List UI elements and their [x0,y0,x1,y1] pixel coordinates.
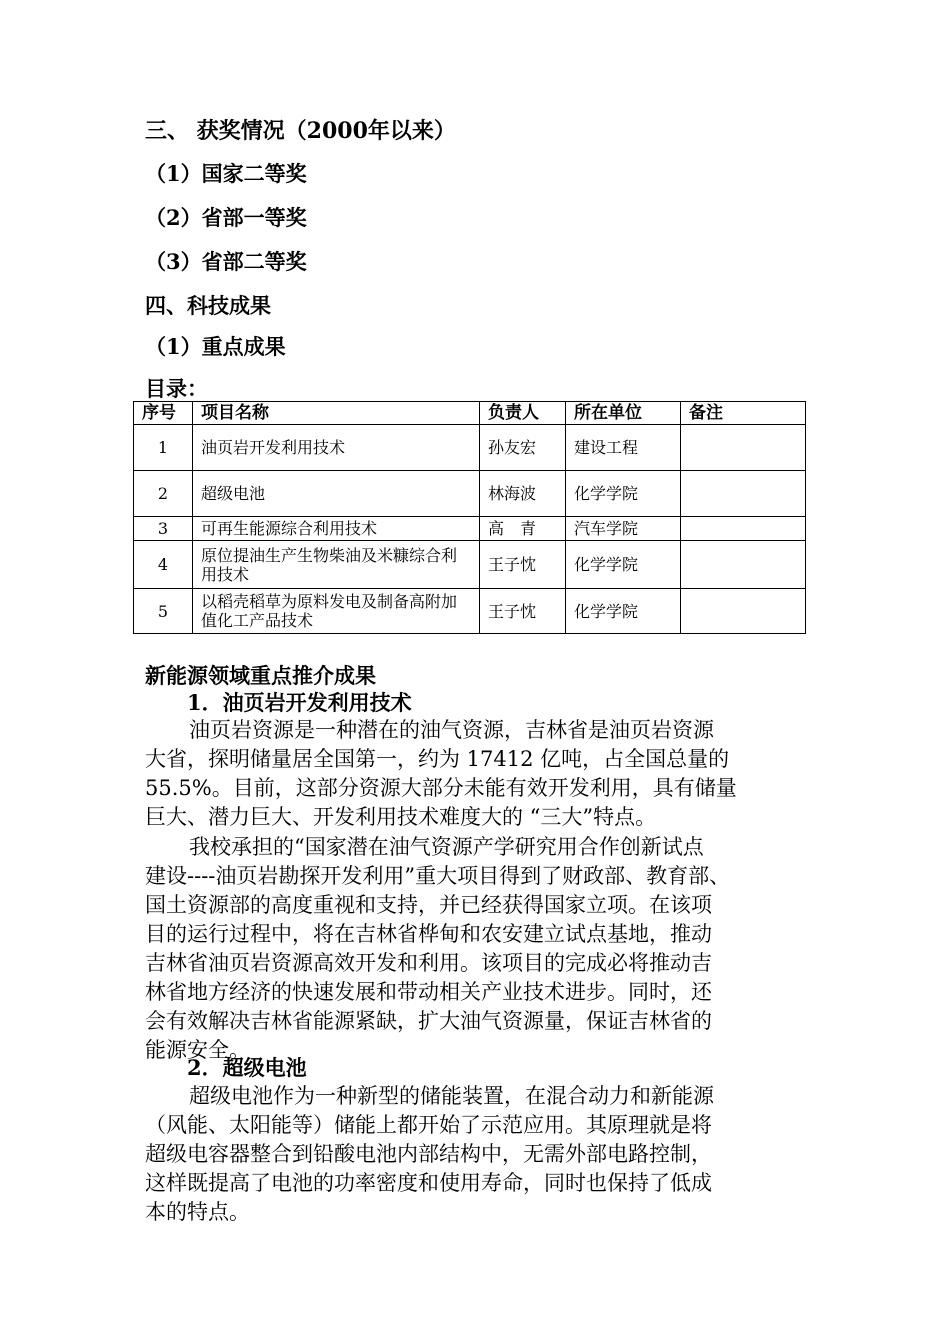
item1-title: 1．油页岩开发利用技术 [187,690,412,715]
cell-name: 以稻壳稻草为原料发电及制备高附加值化工产品技术 [193,589,480,634]
text-line: 55.5%。目前，这部分资源大部分未能有效开发利用，具有储量 [145,776,737,800]
cell-unit: 化学学院 [566,471,681,517]
cell-note [681,541,806,589]
cell-note [681,471,806,517]
results-table [133,401,806,634]
cell-no: 2 [134,471,193,517]
cell-no: 4 [134,541,193,589]
text-line: 林省地方经济的快速发展和带动相关产业技术进步。同时，还 [145,980,712,1004]
table-row [134,589,806,634]
text-line: 目的运行过程中，将在吉林省桦甸和农安建立试点基地，推动 [145,922,712,946]
cell-no: 5 [134,589,193,634]
item1-paragraph-2 [145,833,807,1065]
text-line: 超级电池作为一种新型的储能装置，在混合动力和新能源 [189,1084,714,1108]
col-header: 备注 [681,402,806,425]
directory-label: 目录： [145,376,208,401]
text-line: 这样既提高了电池的功率密度和使用寿命，同时也保持了低成 [145,1171,712,1195]
cell-no: 3 [134,517,193,541]
text-line: 吉林省油页岩资源高效开发和利用。该项目的完成必将推动吉 [145,951,712,975]
cell-owner: 孙友宏 [480,425,566,471]
text-line: 超级电容器整合到铅酸电池内部结构中，无需外部电路控制， [145,1142,712,1166]
cell-unit: 汽车学院 [566,517,681,541]
table-header-row [134,402,806,425]
col-header: 负责人 [480,402,566,425]
text-line: 大省，探明储量居全国第一，约为 17412 亿吨，占全国总量的 [145,747,730,771]
cell-unit: 化学学院 [566,541,681,589]
award-item: （1）国家二等奖 [145,161,307,186]
cell-note [681,589,806,634]
cell-owner: 王子忱 [480,589,566,634]
cell-name: 超级电池 [193,471,480,517]
text-line: 建设----油页岩勘探开发利用”重大项目得到了财政部、教育部、 [145,864,731,888]
col-header: 序号 [134,402,193,425]
award-item: （2）省部一等奖 [145,205,307,230]
awards-heading: 三、 获奖情况（2000年以来） [145,118,456,144]
award-item: （3）省部二等奖 [145,249,307,274]
text-line: （风能、太阳能等）储能上都开始了示范应用。其原理就是将 [145,1113,712,1137]
key-results-heading: （1）重点成果 [145,334,286,359]
cell-unit: 建设工程 [566,425,681,471]
cell-name: 油页岩开发利用技术 [193,425,480,471]
item2-paragraph-1 [145,1082,807,1227]
cell-owner: 林海波 [480,471,566,517]
tech-heading: 四、科技成果 [145,293,271,318]
cell-owner: 王子忱 [480,541,566,589]
col-header: 所在单位 [566,402,681,425]
item2-title: 2．超级电池 [187,1055,307,1080]
cell-owner: 高 青 [480,517,566,541]
text-line: 我校承担的“国家潜在油气资源产学研究用合作创新试点 [189,835,704,859]
table-row [134,541,806,589]
table-row [134,425,806,471]
col-header: 项目名称 [193,402,480,425]
text-line: 国土资源部的高度重视和支持，并已经获得国家立项。在该项 [145,893,712,917]
table-row [134,517,806,541]
cell-name: 可再生能源综合利用技术 [193,517,480,541]
article-title: 新能源领域重点推介成果 [145,663,376,688]
cell-no: 1 [134,425,193,471]
text-line: 巨大、潜力巨大、开发利用技术难度大的 “三大”特点。 [145,805,657,829]
text-line: 会有效解决吉林省能源紧缺，扩大油气资源量，保证吉林省的 [145,1009,712,1033]
table-row [134,471,806,517]
cell-note [681,517,806,541]
text-line: 能源安全。 [145,1038,250,1062]
text-line: 本的特点。 [145,1200,250,1224]
text-line: 油页岩资源是一种潜在的油气资源，吉林省是油页岩资源 [189,718,714,742]
cell-name: 原位提油生产生物柴油及米糠综合利用技术 [193,541,480,589]
item1-paragraph-1 [145,716,807,832]
cell-note [681,425,806,471]
cell-unit: 化学学院 [566,589,681,634]
